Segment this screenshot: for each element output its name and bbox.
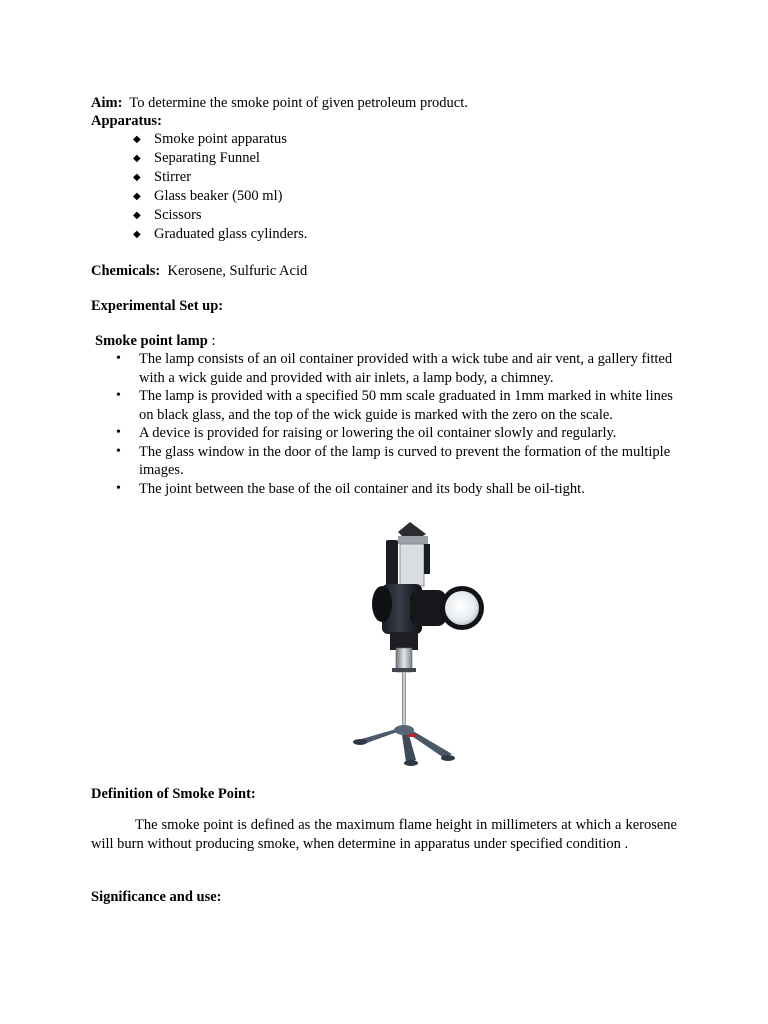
list-item: • The lamp is provided with a specified 50 mm scale graduated in 1mm marked in white lines on black glass, and the top of the wick guide is marked with the zero on the scale. xyxy=(116,387,686,424)
apparatus-heading xyxy=(91,112,162,130)
smoke-point-lamp-image xyxy=(320,518,500,768)
chemicals-label: Chemicals: xyxy=(91,263,161,279)
aim-label: Aim: xyxy=(91,95,123,111)
list-item: ◆ Glass beaker (500 ml) xyxy=(133,187,307,206)
aim-text: To determine the smoke point of given petroleum product. xyxy=(129,95,468,111)
list-item: • A device is provided for raising or lowering the oil container slowly and regularly. xyxy=(116,424,686,443)
apparatus-list xyxy=(133,130,307,244)
definition-heading: Definition of Smoke Point: xyxy=(91,786,256,802)
list-item: ◆ Stirrer xyxy=(133,168,307,187)
list-item: ◆ Scissors xyxy=(133,206,307,225)
list-item: ◆ Graduated glass cylinders. xyxy=(133,225,307,244)
list-item: ◆ Smoke point apparatus xyxy=(133,130,307,149)
aim-line xyxy=(91,94,468,112)
lamp-label: Smoke point lamp xyxy=(95,333,208,349)
significance-heading: Significance and use: xyxy=(91,889,222,905)
lamp-description-list xyxy=(116,350,686,498)
setup-heading: Experimental Set up: xyxy=(91,298,224,314)
apparatus-label: Apparatus: xyxy=(91,113,162,129)
chemicals-line xyxy=(91,262,307,280)
lamp-heading xyxy=(95,332,215,350)
chemicals-text: Kerosene, Sulfuric Acid xyxy=(167,263,308,279)
lamp-suffix: : xyxy=(207,333,216,349)
list-item: • The lamp consists of an oil container provided with a wick tube and air vent, a gallery fitted with a wick guide and provided with air inlets, a lamp body, a chimney. xyxy=(116,350,686,387)
definition-paragraph: The smoke point is defined as the maximum flame height in millimeters at which a kerosene will burn without producing smoke, when determine in apparatus under specified condition . xyxy=(91,817,677,852)
list-item: ◆ Separating Funnel xyxy=(133,149,307,168)
list-item: • The joint between the base of the oil container and its body shall be oil-tight. xyxy=(116,480,686,499)
list-item: • The glass window in the door of the lamp is curved to prevent the formation of the multiple images. xyxy=(116,443,686,480)
